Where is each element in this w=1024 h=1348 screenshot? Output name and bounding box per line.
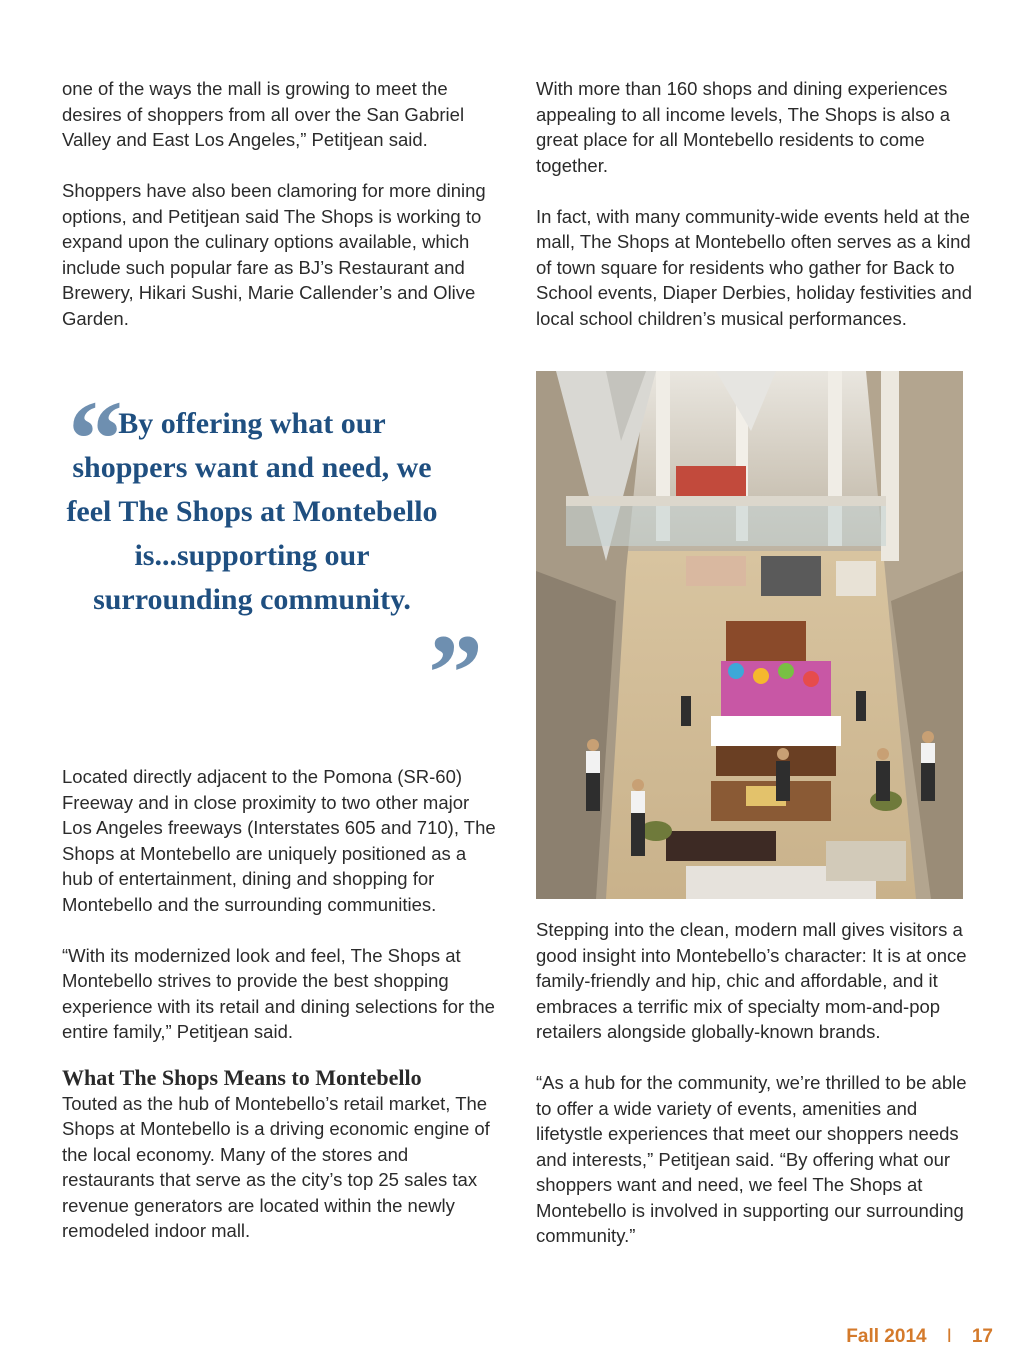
paragraph: one of the ways the mall is growing to meet the desires of shoppers from all over the San Gabriel Valley and East Los Angeles,” Petitjean said.	[62, 78, 465, 150]
paragraph: Located directly adjacent to the Pomona (SR-60) Freeway and in close proximity to two other major Los Angeles freeways (Interstates 605 and 710), The Shops at Montebello are uniquely positioned as a hub of entertainment, dining and shopping for Montebello and the surrounding communities.	[62, 766, 496, 915]
left-column-top	[62, 76, 502, 331]
section-heading: What The Shops Means to Montebello	[62, 1064, 422, 1090]
page-footer	[846, 1326, 993, 1348]
pull-quote	[60, 378, 490, 734]
paragraph: Shoppers have also been clamoring for more dining options, and Petitjean said The Shops is working to expand upon the culinary options available, which include such popular fare as BJ’s Restaurant and Brewery, Hikari Sushi, Marie Callender’s and Olive Garden.	[62, 180, 486, 329]
mall-interior-photo	[536, 371, 963, 899]
open-quote-mark: “	[68, 378, 123, 500]
paragraph: Stepping into the clean, modern mall gives visitors a good insight into Montebello’s character: It is at once family-friendly and hip, chic and affordable, and it embraces a terrific mix of specialty mom-and-pop retailers alongside globally-known brands.	[536, 919, 967, 1042]
right-column-top	[536, 76, 976, 331]
pull-quote-text: By offering what our shoppers want and need, we feel The Shops at Montebello is...supporting our surrounding community.	[66, 407, 438, 616]
paragraph: “As a hub for the community, we’re thrilled to be able to offer a wide variety of events, amenities and lifetystle experiences that meet our shoppers needs and interests,” Petitjean said. “By offering what our shoppers want and need, we feel The Shops at Montebello is involved in supporting our surrounding community.”	[536, 1072, 967, 1246]
paragraph: With more than 160 shops and dining experiences appealing to all income levels, The Shops is also a great place for all Montebello residents to come together.	[536, 78, 951, 176]
right-column-bottom	[536, 917, 976, 1249]
paragraph: “With its modernized look and feel, The Shops at Montebello strives to provide the best shopping experience with its retail and dining selections for the entire family,” Petitjean said.	[62, 944, 495, 1042]
close-quote-mark: ”	[428, 612, 483, 734]
issue-label: Fall 2014	[846, 1326, 927, 1347]
page-number: 17	[971, 1326, 993, 1347]
paragraph: In fact, with many community-wide events held at the mall, The Shops at Montebello often serves as a kind of town square for residents who gather for Back to School events, Diaper Derbies, holiday festivities and local school children’s musical performances.	[536, 205, 973, 329]
left-column-bottom	[62, 764, 502, 1244]
paragraph: Touted as the hub of Montebello’s retail market, The Shops at Montebello is a driving economic engine of the local economy. Many of the stores and restaurants that serve as the city’s top 25 sales tax revenue generators are located within the newly remodeled indoor mall.	[62, 1092, 490, 1241]
footer-separator: I	[946, 1326, 952, 1347]
